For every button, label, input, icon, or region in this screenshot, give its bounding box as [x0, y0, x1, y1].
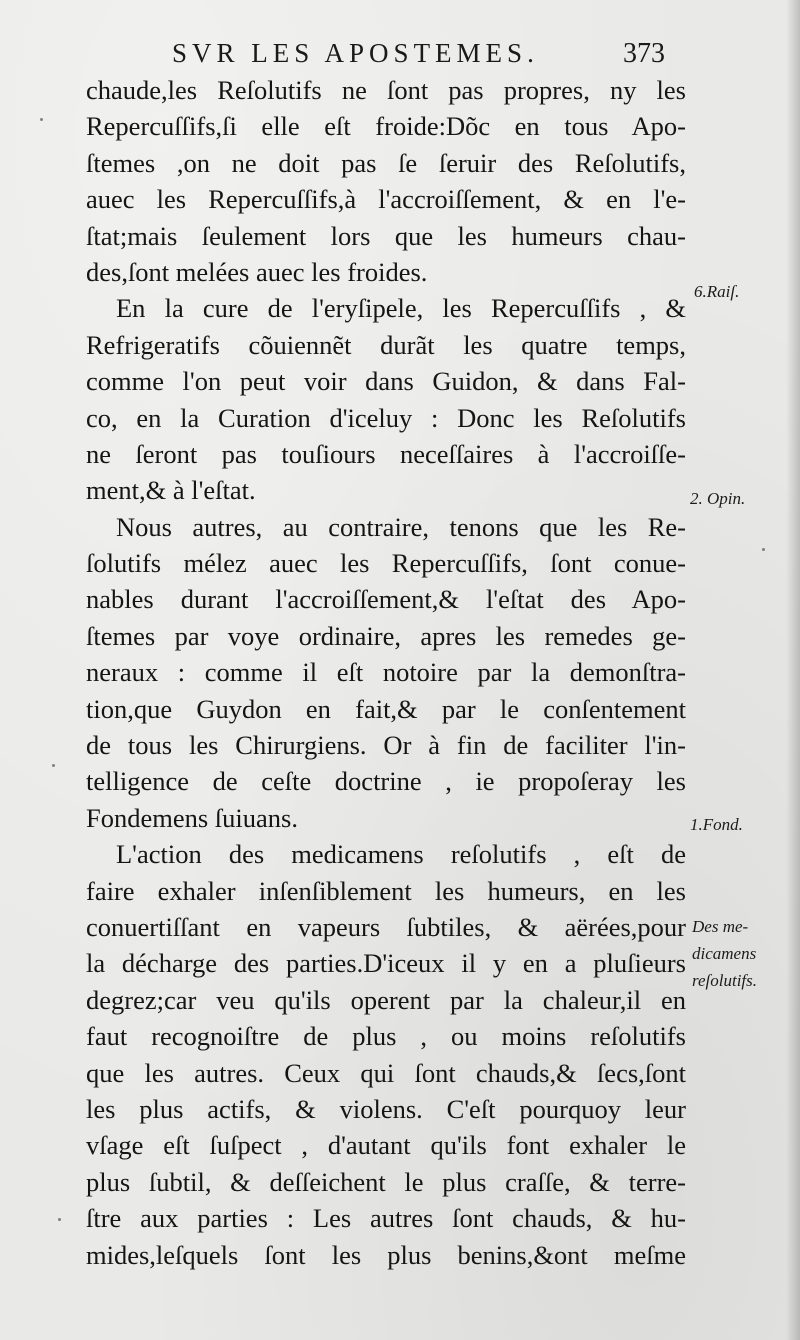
text-line: chaude,les Reſolutifs ne ſont pas propres, ny les — [86, 75, 686, 105]
ink-speck — [40, 118, 43, 121]
text-line: Fondemens ſuiuans. — [86, 802, 298, 833]
text-line: Refrigeratifs cõuiennẽt durãt les quatre temps, — [86, 329, 686, 360]
ink-speck — [762, 548, 765, 551]
text-line: plus ſubtil, & deſſeichent le plus craſſe, & terre- — [86, 1166, 686, 1197]
body-text — [86, 72, 686, 1273]
text-line: ſtemes ,on ne doit pas ſe ſeruir des Reſolutifs, — [86, 147, 686, 178]
text-line: comme l'on peut voir dans Guidon, & dans Fal- — [86, 366, 686, 397]
text-line: la décharge des parties.D'iceux il y en a pluſieurs — [86, 948, 686, 979]
text-line: faire exhaler inſenſiblement les humeurs, en les — [86, 875, 686, 906]
ink-speck — [52, 764, 55, 767]
margin-note-medicamens-line3: reſolutifs. — [692, 971, 758, 990]
text-line: vſage eſt ſuſpect , d'autant qu'ils font exhaler le — [86, 1130, 686, 1161]
text-line: ment,& à l'eſtat. — [86, 475, 256, 506]
margin-note-raison-6: 6.Raiſ. — [694, 282, 740, 301]
text-line: mides,leſquels ſont les plus benins,&ont meſme — [86, 1239, 686, 1270]
text-line: tion,que Guydon en fait,& par le conſentement — [86, 693, 686, 724]
text-line: conuertiſſant en vapeurs ſubtiles, & aërées,pour — [86, 911, 686, 942]
text-line: co, en la Curation d'iceluy : Donc les Reſolutifs — [86, 402, 686, 433]
margin-note-medicamens-line1: Des me- — [692, 917, 749, 936]
text-line: auec les Repercuſſifs,à l'accroiſſement, & en l'e- — [86, 184, 686, 215]
text-line: ne ſeront pas touſiours neceſſaires à l'accroiſſe- — [86, 438, 686, 469]
text-line: Nous autres, au contraire, tenons que les Re- — [116, 511, 686, 542]
text-line: ſtre aux parties : Les autres ſont chauds, & hu- — [86, 1203, 686, 1234]
text-line: ſtat;mais ſeulement lors que les humeurs chau- — [86, 220, 686, 251]
text-line: les plus actifs, & violens. C'eſt pourquoy leur — [86, 1093, 686, 1124]
margin-note-fondement-1: 1.Fond. — [690, 815, 743, 834]
ink-speck — [58, 1218, 61, 1221]
text-line: L'action des medicamens reſolutifs , eſt de — [116, 839, 686, 870]
running-title: SVR LES APOSTEMES. — [172, 38, 539, 68]
text-line: degrez;car veu qu'ils operent par la chaleur,il en — [86, 984, 686, 1015]
text-line: Repercuſſifs,ſi elle eſt froide:Dõc en tous Apo- — [86, 111, 686, 142]
text-line: telligence de ceſte doctrine , ie propoſeray les — [86, 766, 686, 797]
text-line: nables durant l'accroiſſement,& l'eſtat des Apo- — [86, 584, 686, 615]
text-line: ſtemes par voye ordinaire, apres les remedes ge- — [86, 620, 686, 651]
margin-note-opinion-2: 2. Opin. — [690, 489, 746, 508]
page-number: 373 — [623, 38, 665, 69]
text-line: des,ſont melées auec les froides. — [86, 256, 428, 287]
text-line: En la cure de l'eryſipele, les Repercuſſifs , & — [116, 293, 686, 324]
page-edge-shadow — [786, 0, 800, 1340]
text-line: que les autres. Ceux qui ſont chauds,& ſecs,ſont — [86, 1057, 686, 1088]
text-line: neraux : comme il eſt notoire par la demonſtra- — [86, 657, 686, 688]
text-line: faut recognoiſtre de plus , ou moins reſolutifs — [86, 1021, 686, 1052]
text-line: de tous les Chirurgiens. Or à fin de faciliter l'in- — [86, 730, 686, 761]
text-line: ſolutifs mélez auec les Repercuſſifs, ſont conue- — [86, 548, 686, 579]
margin-note-medicamens-line2: dicamens — [692, 944, 757, 963]
